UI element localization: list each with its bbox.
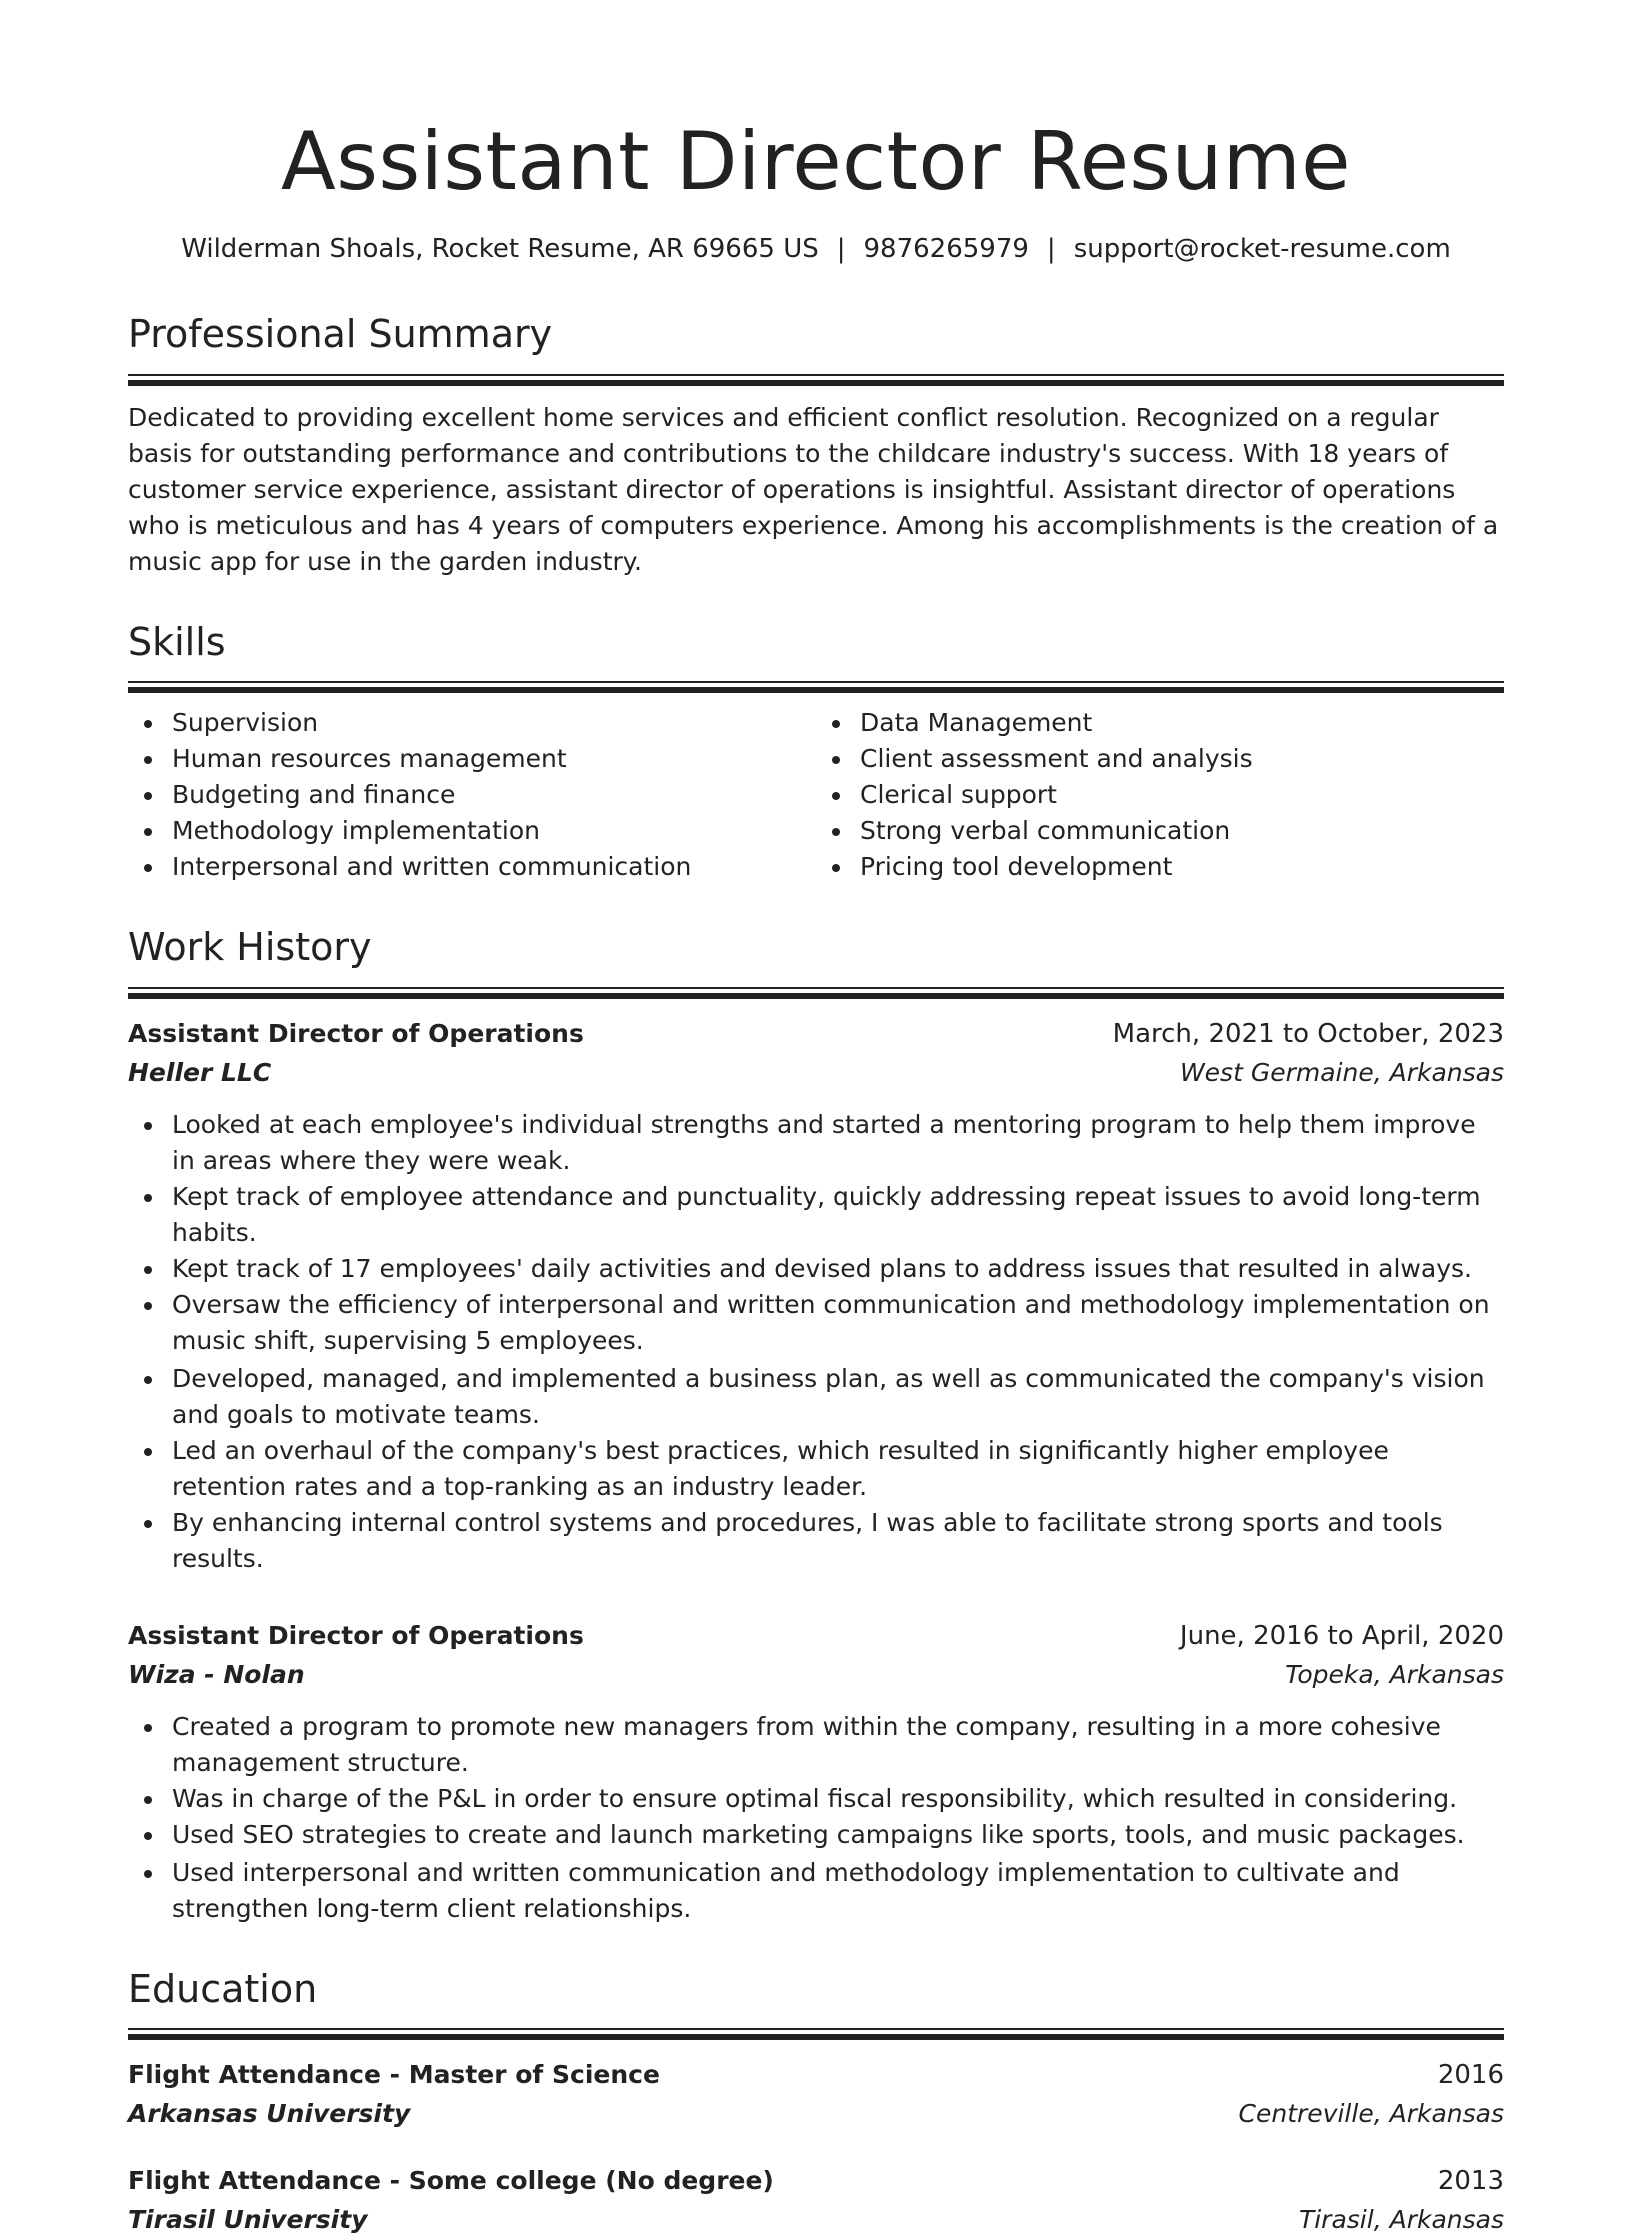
skill-item: Supervision <box>128 705 816 741</box>
contact-separator: | <box>836 234 846 264</box>
summary-text: Dedicated to providing excellent home services and efficient conflict resolution. Recognized on a regular basis for outstanding performance and contributions to the childcare industry's success. With 18 years of customer service experience, assistant director of operations is insightful. Assistant director of operations who is meticulous and has 4 years of computers experience. Among his accomplishments is the creation of a music app for use in the garden industry. <box>128 402 1499 576</box>
job-dates: March, 2021 to October, 2023 <box>1112 1018 1504 1049</box>
skill-item: Client assessment and analysis <box>816 741 1504 777</box>
skill-item: Human resources management <box>128 741 816 777</box>
contact-line <box>128 234 1504 264</box>
skills-column-right <box>816 705 1504 885</box>
job-bullet: Looked at each employee's individual strengths and started a mentoring program to help them improve in areas where they were weak. <box>128 1107 1504 1179</box>
job-bullets <box>128 1107 1504 1577</box>
job-bullet: Was in charge of the P&L in order to ensure optimal fiscal responsibility, which resulted in considering. <box>128 1781 1504 1817</box>
resume-title: Assistant Director Resume <box>281 115 1351 208</box>
skill-item: Clerical support <box>816 777 1504 813</box>
section-divider <box>128 374 1504 386</box>
job-bullet: Created a program to promote new managers from within the company, resulting in a more cohesive management structure. <box>128 1709 1504 1781</box>
job-bullet: Oversaw the efficiency of interpersonal and written communication and methodology implementation on music shift, supervising 5 employees. <box>128 1287 1504 1359</box>
skill-item: Budgeting and finance <box>128 777 816 813</box>
job-bullet: Kept track of employee attendance and punctuality, quickly addressing repeat issues to avoid long-term habits. <box>128 1179 1504 1251</box>
education-school: Tirasil University <box>128 2205 368 2235</box>
job-bullet: Used SEO strategies to create and launch marketing campaigns like sports, tools, and music packages. <box>128 1817 1504 1853</box>
education-year: 2016 <box>1437 2060 1504 2091</box>
section-divider <box>128 681 1504 693</box>
job-company: Heller LLC <box>128 1057 272 1087</box>
job-location: West Germaine, Arkansas <box>1179 1057 1504 1087</box>
skill-item: Strong verbal communication <box>816 813 1504 849</box>
job-entry <box>128 1617 1504 1927</box>
skills-column-left <box>128 705 816 885</box>
section-divider <box>128 987 1504 999</box>
job-title: Assistant Director of Operations <box>128 1620 584 1650</box>
work-heading: Work History <box>128 925 372 970</box>
job-bullet: Kept track of 17 employees' daily activities and devised plans to address issues that resulted in always. <box>128 1251 1504 1287</box>
education-year: 2013 <box>1437 2166 1504 2197</box>
job-bullets <box>128 1709 1504 1927</box>
contact-separator: | <box>1046 234 1056 264</box>
skills-heading: Skills <box>128 619 226 664</box>
section-divider <box>128 2028 1504 2040</box>
contact-email[interactable]: support@rocket-resume.com <box>1073 234 1451 264</box>
education-heading: Education <box>128 1966 318 2011</box>
education-school: Arkansas University <box>128 2099 411 2129</box>
job-location: Topeka, Arkansas <box>1285 1659 1504 1689</box>
skill-item: Data Management <box>816 705 1504 741</box>
education-degree: Flight Attendance - Master of Science <box>128 2060 660 2090</box>
job-bullet: Developed, managed, and implemented a business plan, as well as communicated the company's vision and goals to motivate teams. <box>128 1361 1504 1433</box>
skills-list <box>128 705 1504 885</box>
job-entry <box>128 1015 1504 1577</box>
contact-phone: 9876265979 <box>863 234 1029 264</box>
skill-item: Interpersonal and written communication <box>128 849 816 885</box>
education-degree: Flight Attendance - Some college (No degree) <box>128 2166 774 2196</box>
contact-address: Wilderman Shoals, Rocket Resume, AR 69665 US <box>181 234 819 264</box>
job-bullet: Led an overhaul of the company's best practices, which resulted in significantly higher employee retention rates and a top-ranking as an industry leader. <box>128 1433 1504 1505</box>
summary-heading: Professional Summary <box>128 312 553 356</box>
job-company: Wiza - Nolan <box>128 1659 305 1689</box>
education-location: Tirasil, Arkansas <box>1298 2205 1504 2235</box>
job-dates: June, 2016 to April, 2020 <box>1179 1620 1504 1651</box>
job-bullet: By enhancing internal control systems and procedures, I was able to facilitate strong sports and tools results. <box>128 1505 1504 1577</box>
education-entry <box>128 2162 1504 2240</box>
education-location: Centreville, Arkansas <box>1238 2099 1504 2129</box>
skill-item: Methodology implementation <box>128 813 816 849</box>
education-entry <box>128 2056 1504 2134</box>
skill-item: Pricing tool development <box>816 849 1504 885</box>
job-title: Assistant Director of Operations <box>128 1018 584 1048</box>
job-bullet: Used interpersonal and written communication and methodology implementation to cultivate and strengthen long-term client relationships. <box>128 1855 1504 1927</box>
